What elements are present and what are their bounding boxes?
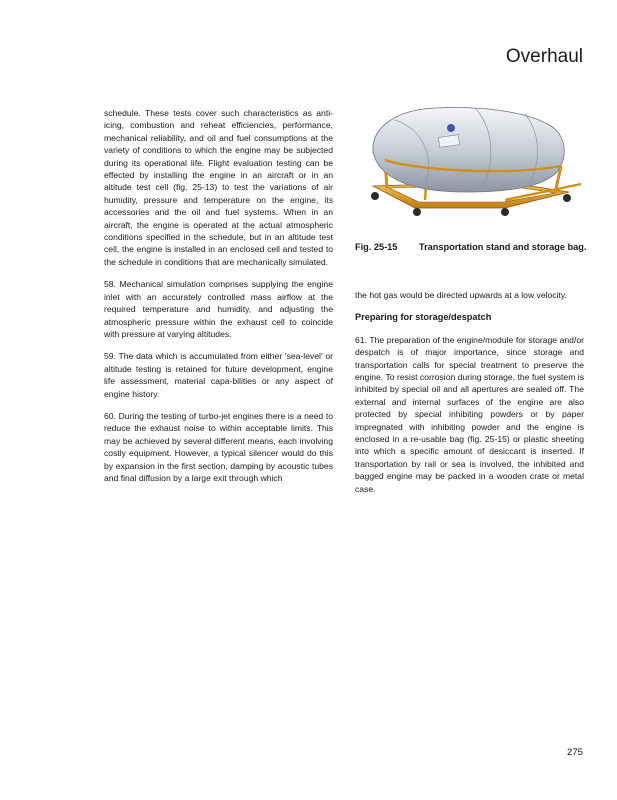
paragraph-59: 59. The data which is accumulated from either 'sea-level' or altitude testing is retained for future development, engine life assessment, material capa-bilities or any aspect of engine history. [104, 351, 333, 399]
left-column [104, 107, 333, 494]
castor-wheel [371, 192, 379, 200]
figure-number: Fig. 25-15 [355, 242, 398, 252]
bag-logo [447, 124, 455, 132]
paragraph-continued: the hot gas would be directed upwards at a low velocity. [355, 290, 567, 300]
page-number: 275 [566, 747, 583, 758]
paragraph-schedule: schedule. These tests cover such characteristics as anti-icing, combustion and reheat efficiencies, performance, mechanical reliability, and oil and fuel consumptions at the variety of conditions to which the engine may be subjected during its operational life. Flight evaluation testing can be effected by installing the engine in an aircraft or in an altitude test cell (fig. 25-13) to test the variations of air humidity, pressure and temperature on the engine, its accessories and the oil and fuel systems. When in an aircraft, the engine is operated at the actual atmospheric conditions specified in the schedule, but in an altitude test cell, the engine is installed in an enclosed cell and tested to the schedule in conditions that are mechanically simulated. [104, 108, 333, 267]
castor-wheel [413, 208, 421, 216]
transport-stand-illustration [355, 100, 584, 226]
section-title: Overhaul [505, 46, 583, 67]
castor-wheel [563, 194, 571, 202]
paragraph-60: 60. During the testing of turbo-jet engines there is a need to reduce the exhaust noise to within acceptable limits. This may be achieved by several different means, each involving costly equipment. However, a typical silencer would do this by expansion in the first section, damping by acoustic tubes and final diffusion by a large exit through which [104, 410, 333, 483]
paragraph-61: 61. The preparation of the engine/module for storage and/or despatch is of major importance, since storage and transportation calls for special treatment to preserve the engine. To resist corrosion during storage, the fuel system is inhibited by special oil and all apertures are sealed off. The external and internal surfaces of the engine are also protected by special inhibiting powders or by paper impregnated with inhibiting powder and the engine is enclosed in a re-usable bag (fig. 25-15) or plastic sheeting into which a specific amount of desiccant is inserted. If transportation by rail or sea is involved, the inhibited and bagged engine may be packed in a wooden crate or metal case. [355, 334, 584, 494]
figure-caption-text: Transportation stand and storage bag. [419, 242, 587, 252]
right-column [355, 289, 584, 505]
storage-bag [373, 108, 564, 192]
section-heading: Preparing for storage/despatch [355, 312, 492, 323]
castor-wheel [501, 208, 509, 216]
paragraph-58: 58. Mechanical simulation comprises supplying the engine inlet with an accurately controlled mass airflow at the required temperature and humidity, and adjusting the atmospheric pressure within the exhaust cell to coincide with pressure at varying altitudes. [104, 279, 333, 339]
